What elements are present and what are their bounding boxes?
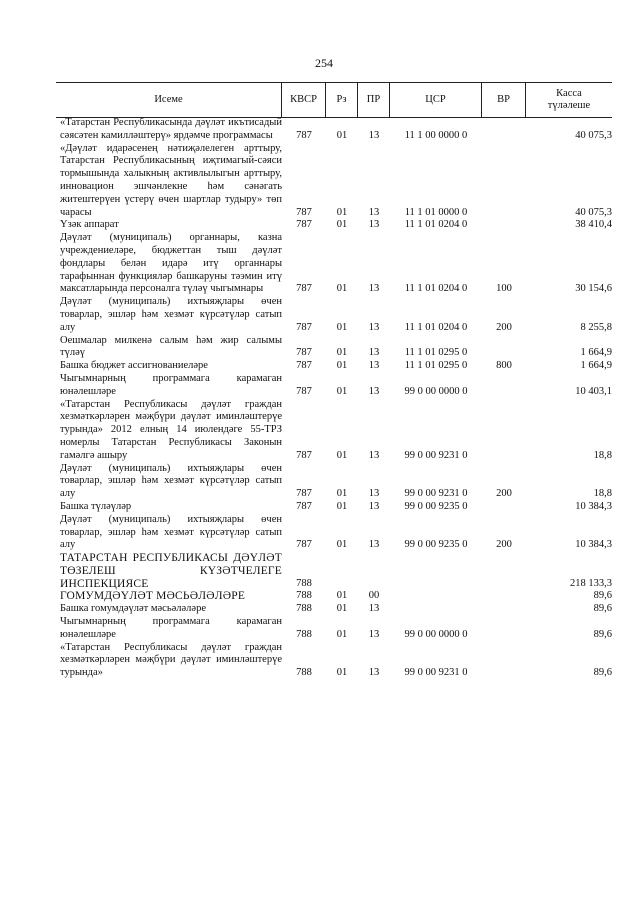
row-pr: 13 — [368, 488, 380, 500]
row-rz: 01 — [336, 360, 348, 372]
table-row — [56, 296, 612, 334]
header-kassa: Касса түләлеше — [547, 88, 591, 111]
row-sum: 30 154,6 — [575, 283, 612, 295]
row-name: Чыгымнарның программага карамаган юнәлешләре — [60, 616, 282, 640]
row-name: Башка бюджет ассигнованиеләре — [60, 360, 208, 372]
table-row — [56, 232, 612, 296]
row-pr: 13 — [368, 603, 380, 615]
row-csr: 11 1 01 0204 0 — [404, 283, 468, 295]
row-pr: 13 — [368, 449, 380, 461]
row-csr: 11 1 00 0000 0 — [404, 129, 468, 141]
row-name: «Дәүләт идарәсенең нәтиҗәлелеген арттыру, Татарстан Республикасының иҗтимагый-сәяси тормышында халыкның активлылыгын арттыру, инновацион эшчәнлекне һәм сәнәгать житештерүен үстерү өчен шартлар тудыру» төп чарасы — [60, 142, 282, 218]
row-rz: 01 — [336, 385, 348, 397]
row-name: ТАТАРСТАН РЕСПУБЛИКАСЫ ДӘҮЛӘТ ТӨЗЕЛЕШ КҮЗӘТЧЕЛЕГЕ ИНСПЕКЦИЯСЕ — [60, 552, 282, 590]
header-vr: ВР — [482, 83, 526, 117]
row-csr: 99 0 00 9231 0 — [404, 449, 468, 461]
row-sum: 218 133,3 — [570, 577, 612, 589]
row-rz: 01 — [336, 603, 348, 615]
row-kvsr: 787 — [296, 360, 312, 372]
row-pr: 13 — [368, 385, 380, 397]
row-csr: 99 0 00 9231 0 — [404, 488, 468, 500]
row-pr: 13 — [368, 283, 380, 295]
row-kvsr: 788 — [296, 590, 312, 602]
row-sum: 89,6 — [593, 667, 612, 679]
table-row — [56, 360, 612, 373]
table-body — [56, 117, 612, 680]
row-kvsr: 787 — [296, 321, 312, 333]
row-pr: 13 — [368, 539, 380, 551]
row-vr: 200 — [496, 321, 512, 333]
row-sum: 10 403,1 — [575, 385, 612, 397]
row-name: «Татарстан Республикасында дәүләт икътисадый сәясәтен камилләштерү» ярдәмче программасы — [60, 117, 282, 141]
row-pr: 13 — [368, 347, 380, 359]
row-sum: 89,6 — [593, 603, 612, 615]
row-name: Дәүләт (муниципаль) ихтыяҗлары өчен товарлар, эшләр һәм хезмәт күрсәтүләр сатып алу — [60, 513, 282, 551]
row-pr: 13 — [368, 206, 380, 218]
row-name: Башка гомумдәүләт мәсьәләләре — [60, 603, 206, 615]
row-name: Дәүләт (муниципаль) ихтыяҗлары өчен товарлар, эшләр һәм хезмәт күрсәтүләр сатып алу — [60, 296, 282, 333]
row-kvsr: 787 — [296, 449, 312, 461]
row-pr: 13 — [368, 667, 380, 679]
row-kvsr: 788 — [296, 577, 312, 589]
row-rz: 01 — [336, 667, 348, 679]
page-number: 254 — [315, 56, 333, 70]
table-row — [56, 616, 612, 642]
table-row — [56, 373, 612, 399]
row-rz: 01 — [336, 488, 348, 500]
row-pr: 13 — [368, 321, 380, 333]
row-sum: 18,8 — [593, 488, 612, 500]
row-sum: 40 075,3 — [575, 206, 612, 218]
row-sum: 89,6 — [593, 590, 612, 602]
row-sum: 1 664,9 — [580, 347, 612, 359]
row-pr: 13 — [368, 129, 380, 141]
row-pr: 13 — [368, 628, 380, 640]
table-row — [56, 219, 612, 232]
row-name: «Татарстан Республикасы дәүләт граждан хезмәткәрләрен мәҗбүри дәүләт иминләштерүе турында» — [60, 641, 282, 679]
row-sum: 1 664,9 — [580, 360, 612, 372]
row-sum: 38 410,4 — [575, 219, 612, 231]
row-name: ГОМУМДӘҮЛӘТ МӘСЬӘЛӘЛӘРЕ — [60, 590, 246, 603]
row-name: Үзәк аппарат — [60, 219, 119, 231]
table-row — [56, 590, 612, 603]
table-row — [56, 335, 612, 361]
row-rz: 01 — [336, 219, 348, 231]
row-name: Дәүләт (муниципаль) ихтыяҗлары өчен товарлар, эшләр һәм хезмәт күрсәтүләр сатып алу — [60, 462, 282, 500]
row-name: Оешмалар милкенә салым һәм жир салымы түләү — [60, 334, 282, 359]
row-kvsr: 787 — [296, 539, 312, 551]
row-csr: 99 0 00 9231 0 — [404, 667, 468, 679]
row-rz: 01 — [336, 628, 348, 640]
row-rz: 01 — [336, 449, 348, 461]
table-row — [56, 514, 612, 552]
header-kvsr: КВСР — [282, 83, 326, 117]
row-csr: 99 0 00 0000 0 — [404, 628, 468, 640]
table-row — [56, 603, 612, 616]
row-rz: 01 — [336, 347, 348, 359]
row-sum: 89,6 — [593, 628, 612, 640]
row-kvsr: 787 — [296, 488, 312, 500]
row-pr: 13 — [368, 219, 380, 231]
row-pr: 13 — [368, 500, 380, 512]
row-rz: 01 — [336, 206, 348, 218]
row-csr: 11 1 01 0295 0 — [404, 360, 468, 372]
row-kvsr: 787 — [296, 206, 312, 218]
row-vr: 200 — [496, 539, 512, 551]
table-row — [56, 552, 612, 590]
row-kvsr: 787 — [296, 385, 312, 397]
header-name: Исеме — [56, 83, 282, 117]
row-pr: 00 — [368, 590, 380, 602]
row-name: Башка түләүләр — [60, 500, 132, 512]
table-header — [56, 82, 612, 118]
row-csr: 99 0 00 9235 0 — [404, 500, 468, 512]
table-row — [56, 501, 612, 514]
row-kvsr: 787 — [296, 219, 312, 231]
header-rz: Рз — [326, 83, 358, 117]
row-kvsr: 788 — [296, 667, 312, 679]
table-row — [56, 143, 612, 220]
row-rz: 01 — [336, 321, 348, 333]
row-rz: 01 — [336, 590, 348, 602]
row-csr: 11 1 01 0000 0 — [404, 206, 468, 218]
row-csr: 99 0 00 9235 0 — [404, 539, 468, 551]
row-rz: 01 — [336, 129, 348, 141]
row-kvsr: 787 — [296, 347, 312, 359]
row-sum: 10 384,3 — [575, 539, 612, 551]
row-pr: 13 — [368, 360, 380, 372]
table-row — [56, 399, 612, 463]
row-name: «Татарстан Республикасы дәүләт граждан хезмәткәрләрен мәҗбүри дәүләт иминләштерүе турында» 2012 елның 14 июлендәге 55-ТРЗ номерлы Татарстан Республикасы Законын гамәлгә ашыру — [60, 398, 282, 461]
row-csr: 11 1 01 0204 0 — [404, 219, 468, 231]
row-kvsr: 787 — [296, 129, 312, 141]
row-kvsr: 787 — [296, 500, 312, 512]
row-kvsr: 788 — [296, 603, 312, 615]
row-rz: 01 — [336, 283, 348, 295]
row-vr: 800 — [496, 360, 512, 372]
header-csr: ЦСР — [390, 83, 482, 117]
row-rz: 01 — [336, 500, 348, 512]
row-rz: 01 — [336, 539, 348, 551]
row-csr: 11 1 01 0204 0 — [404, 321, 468, 333]
row-name: Дәүләт (муниципаль) органнары, казна учреждениеләре, бюджеттан тыш дәүләт фондлары белән идарә итү органнары тарафыннан функцияләр башкаруны тәэмин итү максатларында персоналга түләү чыгымнары — [60, 232, 282, 295]
row-sum: 18,8 — [593, 449, 612, 461]
row-csr: 11 1 01 0295 0 — [404, 347, 468, 359]
row-sum: 40 075,3 — [575, 129, 612, 141]
row-kvsr: 788 — [296, 628, 312, 640]
row-sum: 10 384,3 — [575, 500, 612, 512]
table-row — [56, 642, 612, 680]
row-csr: 99 0 00 0000 0 — [404, 385, 468, 397]
header-pr: ПР — [358, 83, 390, 117]
row-kvsr: 787 — [296, 283, 312, 295]
row-vr: 200 — [496, 488, 512, 500]
table-row — [56, 117, 612, 143]
table-row — [56, 463, 612, 501]
row-name: Чыгымнарның программага карамаган юнәлешләре — [60, 372, 282, 397]
row-vr: 100 — [496, 283, 512, 295]
row-sum: 8 255,8 — [580, 321, 612, 333]
